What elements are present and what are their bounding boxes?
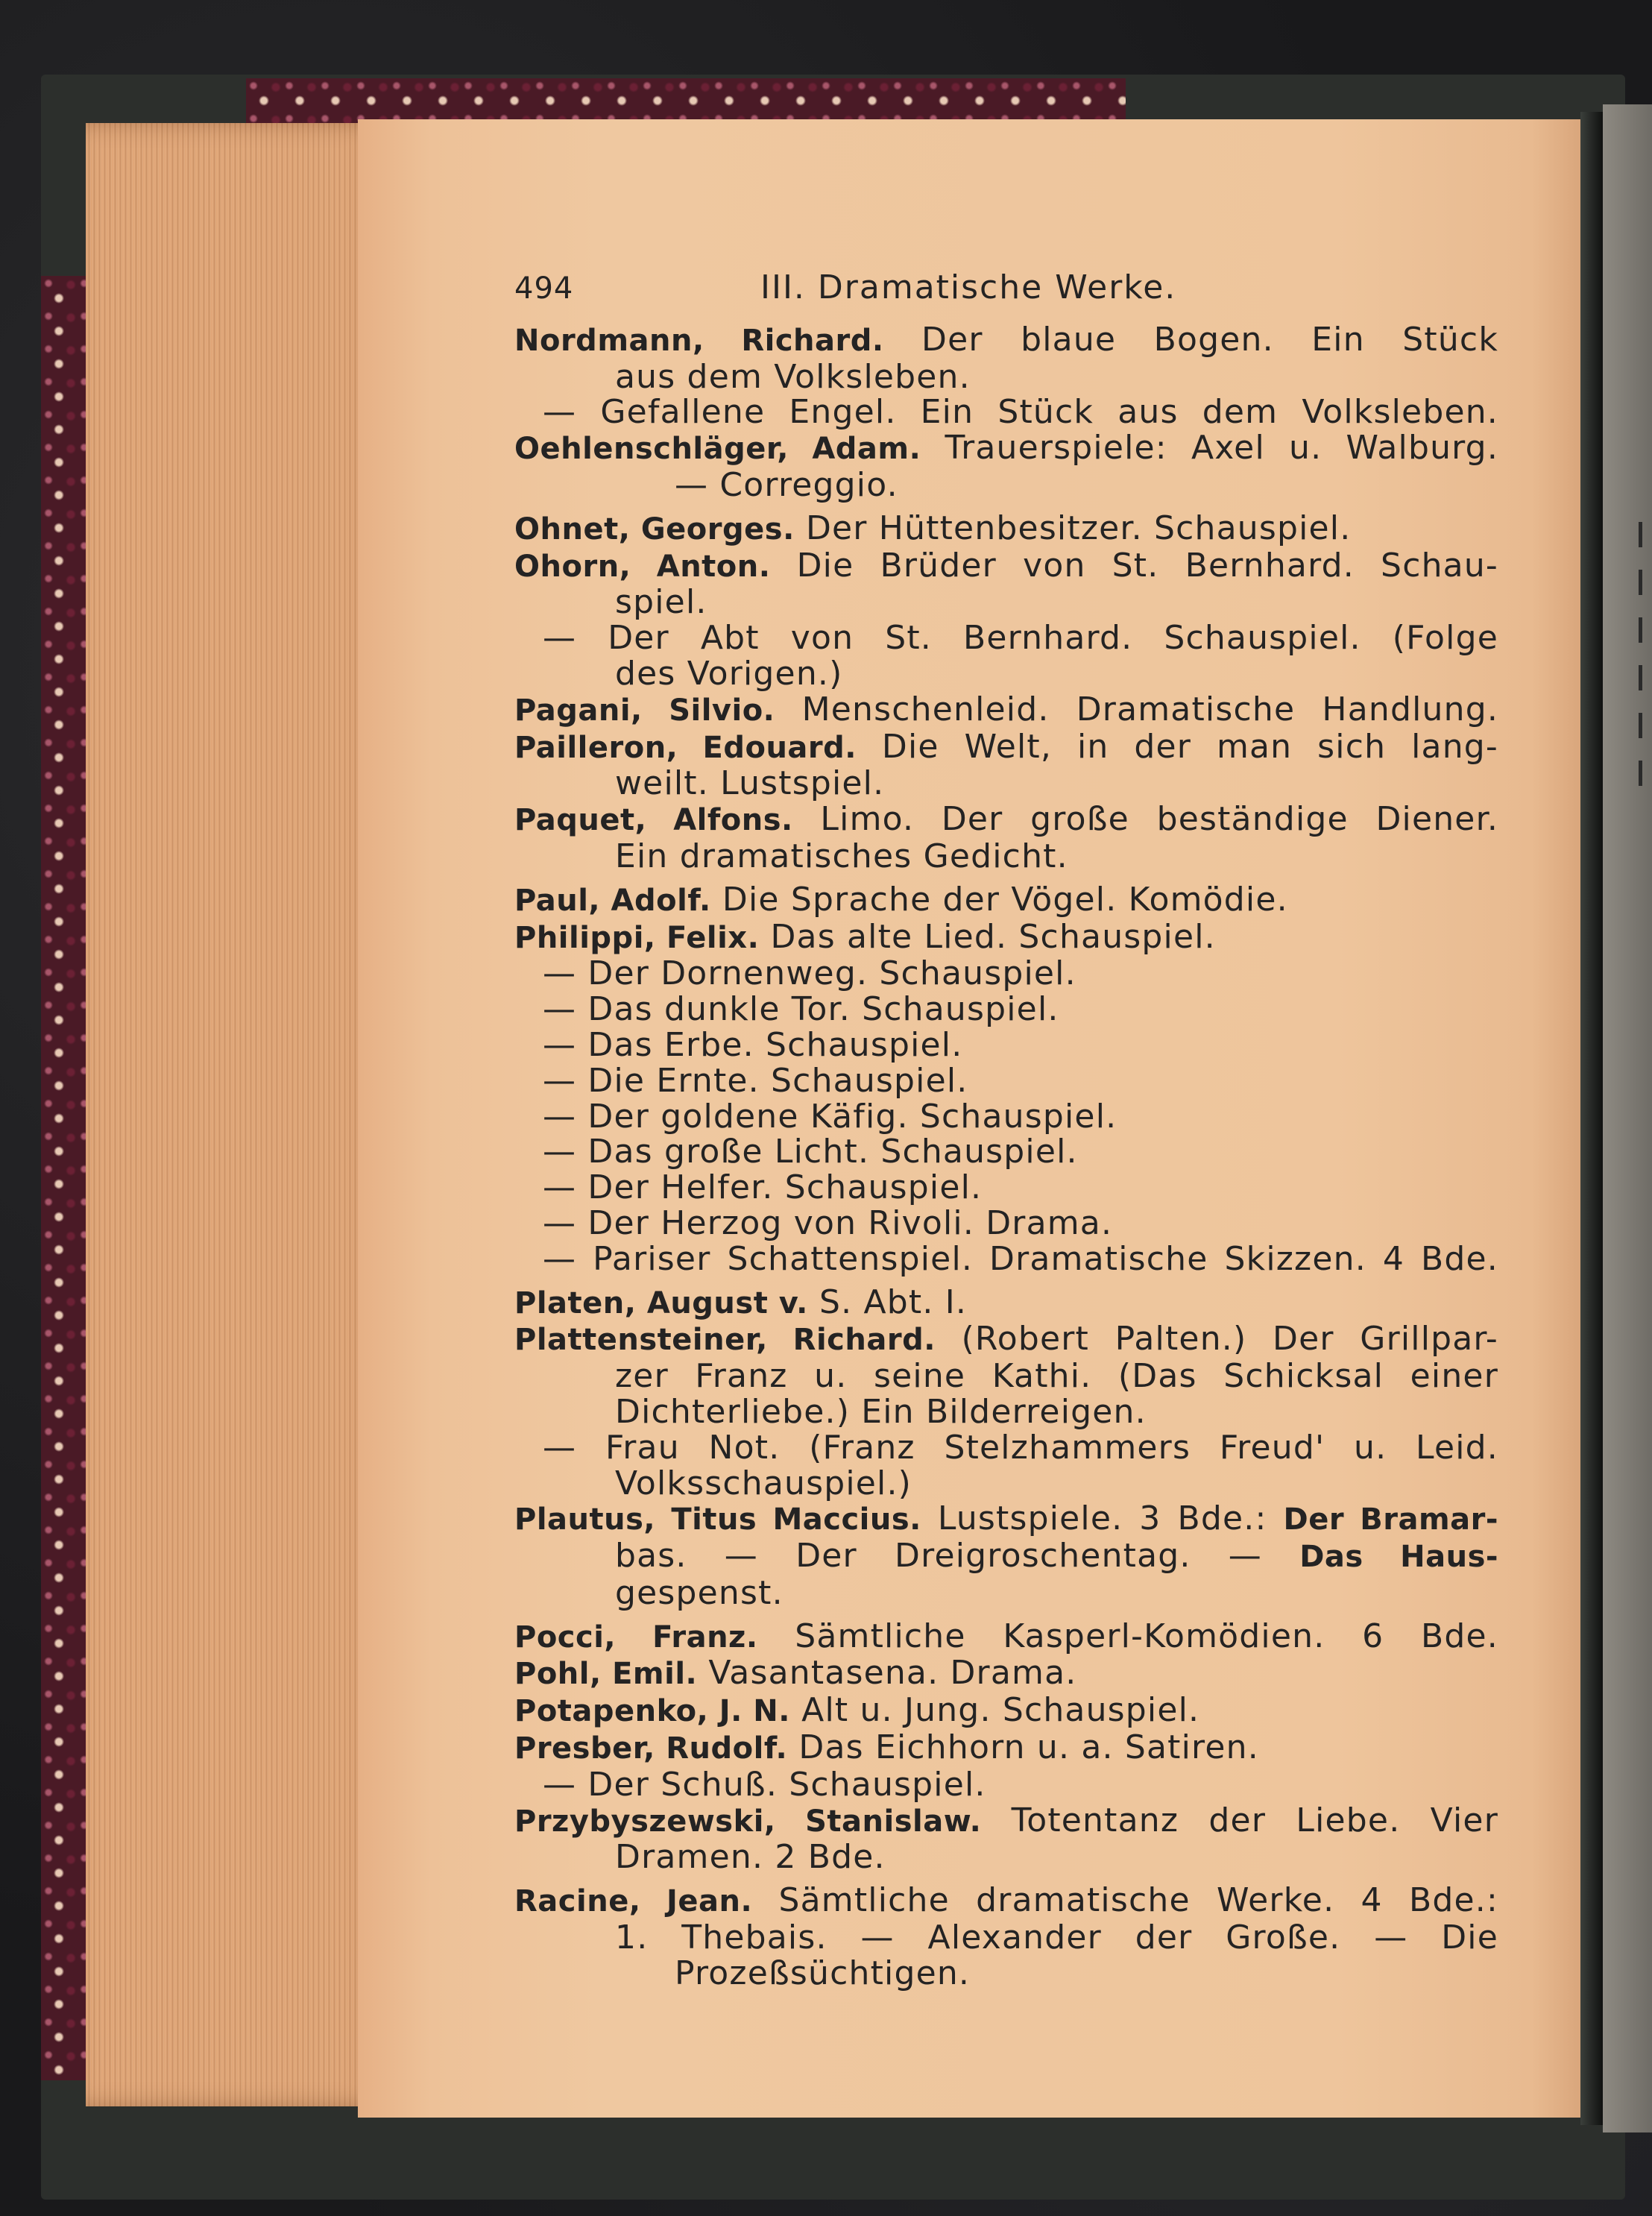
facing-page-edge <box>1603 104 1652 2132</box>
entry-line: — Die Ernte. Schauspiel. <box>543 1061 968 1100</box>
entry-line: Paul, Adolf. Die Sprache der Vögel. Komödie. <box>514 880 1288 919</box>
entry-line: Nordmann, Richard. Der blaue Bogen. Ein Stück <box>514 320 1498 359</box>
entry-line: — Das große Licht. Schauspiel. <box>543 1133 1078 1171</box>
entry-line: Potapenko, J. N. Alt u. Jung. Schauspiel. <box>514 1691 1200 1730</box>
entry-line: Pagani, Silvio. Menschenleid. Dramatische Handlung. <box>514 690 1499 728</box>
entry-line: des Vorigen.) <box>615 654 843 693</box>
entry-line: — Der Schuß. Schauspiel. <box>543 1765 986 1804</box>
entry-line: bas. — Der Dreigroschentag. — Das Haus- <box>615 1537 1498 1576</box>
facing-page-text-edge <box>1639 522 1652 895</box>
page-header <box>514 270 1498 307</box>
gutter-shadow <box>1580 112 1603 2125</box>
entry-line: — Der Herzog von Rivoli. Drama. <box>543 1203 1113 1242</box>
entry-line: Pocci, Franz. Sämtliche Kasperl-Komödien. 6 Bde. <box>514 1617 1498 1655</box>
entry-line: Ohorn, Anton. Die Brüder von St. Bernhard. Schau- <box>514 546 1498 585</box>
entry-line: Volksschauspiel.) <box>615 1464 912 1502</box>
entry-line: weilt. Lustspiel. <box>615 764 885 803</box>
entry-line: spiel. <box>615 583 707 622</box>
entry-line: Przybyszewski, Stanislaw. Totentanz der Liebe. Vier <box>514 1801 1498 1839</box>
entry-line: — Pariser Schattenspiel. Dramatische Skizzen. 4 Bde. <box>543 1239 1498 1278</box>
entry-line: Prozeßsüchtigen. <box>675 1954 971 1992</box>
page-stack-edge <box>86 123 384 2106</box>
entry-line: Philippi, Felix. Das alte Lied. Schauspiel. <box>514 917 1216 956</box>
entry-line: Dramen. 2 Bde. <box>615 1838 886 1877</box>
entry-line: — Der goldene Käfig. Schauspiel. <box>543 1097 1117 1136</box>
entry-line: Oehlenschläger, Adam. Trauerspiele: Axel u. Walburg. <box>514 429 1499 468</box>
entry-line: Pailleron, Edouard. Die Welt, in der man sich lang- <box>514 727 1498 766</box>
entry-line: Pohl, Emil. Vasantasena. Drama. <box>514 1654 1077 1693</box>
entry-line: Racine, Jean. Sämtliche dramatische Werke. 4 Bde.: <box>514 1881 1498 1920</box>
entry-line: 1. Thebais. — Alexander der Große. — Die <box>615 1918 1498 1957</box>
marbled-endpaper-top <box>246 78 1126 123</box>
entry-line: — Frau Not. (Franz Stelzhammers Freud' u. Leid. <box>543 1428 1498 1467</box>
entry-line: — Correggio. <box>675 465 898 504</box>
entry-line: — Das dunkle Tor. Schauspiel. <box>543 990 1059 1029</box>
entry-line: — Der Dornenweg. Schauspiel. <box>543 954 1076 993</box>
entry-line: Ohnet, Georges. Der Hüttenbesitzer. Schauspiel. <box>514 509 1352 547</box>
entry-line: — Der Abt von St. Bernhard. Schauspiel. (Folge <box>543 619 1498 658</box>
entry-line: zer Franz u. seine Kathi. (Das Schicksal einer <box>615 1357 1498 1396</box>
running-head: III. Dramatische Werke. <box>760 268 1177 306</box>
entry-line: Dichterliebe.) Ein Bilderreigen. <box>615 1392 1147 1431</box>
entry-line: — Das Erbe. Schauspiel. <box>543 1025 963 1064</box>
entry-line: Presber, Rudolf. Das Eichhorn u. a. Satiren. <box>514 1728 1259 1767</box>
marbled-endpaper-left <box>41 276 86 2080</box>
entry-line: Plattensteiner, Richard. (Robert Palten.) Der Grillpar- <box>514 1320 1498 1359</box>
entry-line: Ein dramatisches Gedicht. <box>615 837 1068 875</box>
entry-line: Plautus, Titus Maccius. Lustspiele. 3 Bde.: Der Bramar- <box>514 1499 1498 1538</box>
page-text <box>514 270 1498 1992</box>
entry-line: Paquet, Alfons. Limo. Der große beständige Diener. <box>514 800 1499 839</box>
entry-line: — Der Helfer. Schauspiel. <box>543 1168 983 1207</box>
entry-line: gespenst. <box>615 1573 784 1612</box>
entry-line: Platen, August v. S. Abt. I. <box>514 1282 968 1321</box>
page-number: 494 <box>514 271 574 306</box>
entry-line: — Gefallene Engel. Ein Stück aus dem Volksleben. <box>543 393 1498 432</box>
entry-line: aus dem Volksleben. <box>615 357 971 396</box>
